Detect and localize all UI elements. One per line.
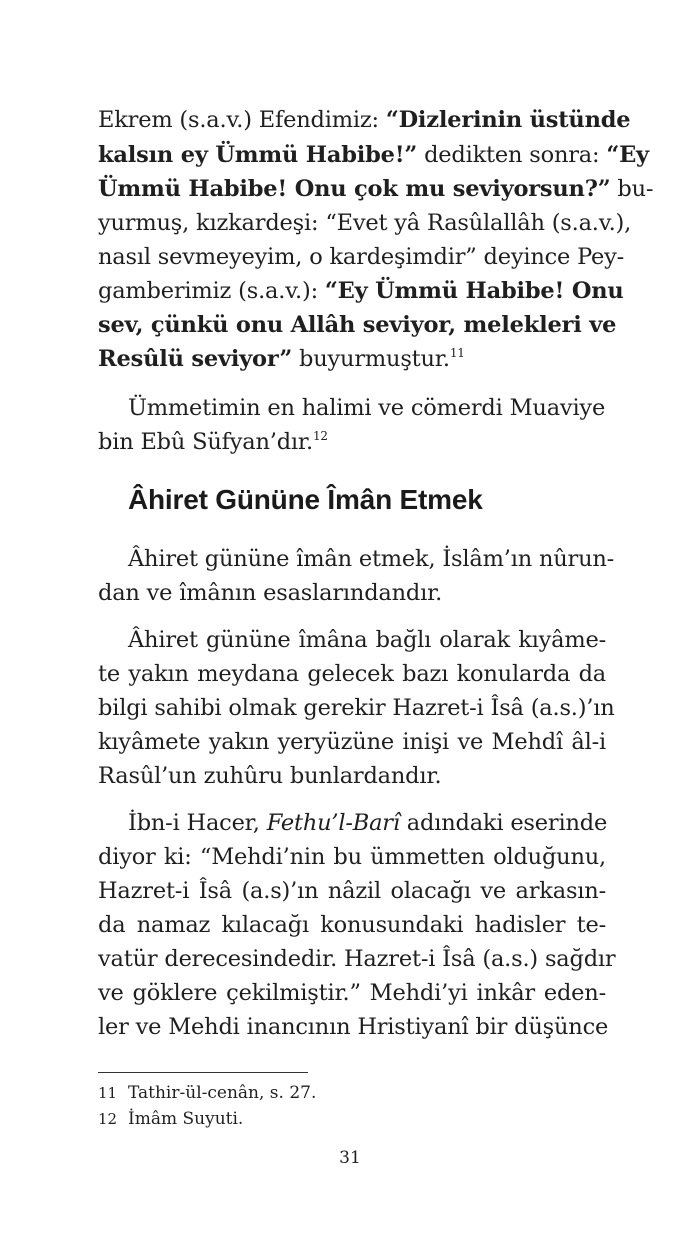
bold-quote: “Ey Ümmü Habibe! Onu bbox=[324, 278, 624, 304]
paragraph-4-line-3: bilgi sahibi olmak gerekir Hazret-i Îsâ (a.s.)’ın bbox=[98, 695, 615, 721]
paragraph-5-line-1 bbox=[128, 806, 606, 840]
bold-quote: “Ey bbox=[606, 142, 649, 168]
paragraph-3-line-1: Âhiret gününe îmân etmek, İslâm’ın nûrun- bbox=[128, 546, 615, 572]
footnote-number: 11 bbox=[98, 1084, 118, 1102]
footnote-number: 12 bbox=[98, 1110, 118, 1128]
paragraph-5-line-2: diyor ki: “Mehdi’nin bu ümmetten olduğunu, bbox=[98, 844, 606, 870]
footnote-text: Tathir-ül-cenân, s. 27. bbox=[128, 1083, 317, 1103]
paragraph-4-line-4: kıyâmete yakın yeryüzüne inişi ve Mehdî âl-i bbox=[98, 729, 606, 755]
page-number: 31 bbox=[339, 1148, 361, 1168]
paragraph-1-line-8 bbox=[98, 342, 606, 376]
footnote-text: İmâm Suyuti. bbox=[128, 1109, 244, 1129]
paragraph-1-line-1 bbox=[98, 103, 631, 137]
footnote-12 bbox=[98, 1107, 243, 1131]
bold-quote: Resûlü seviyor” bbox=[98, 346, 293, 372]
paragraph-1-line-4: yurmuş, kızkardeşi: “Evet yâ Rasûlallâh (s.a.v.), bbox=[98, 210, 632, 236]
paragraph-4-line-1: Âhiret gününe îmâna bağlı olarak kıyâme- bbox=[128, 627, 606, 653]
paragraph-1-line-7: sev, çünkü onu Allâh seviyor, melekleri ve bbox=[98, 312, 617, 338]
paragraph-2-line-1: Ümmetimin en halimi ve cömerdi Muaviye bbox=[128, 395, 606, 421]
bold-quote: kalsın ey Ümmü Habibe!” bbox=[98, 142, 418, 168]
paragraph-1-line-5: nasıl sevmeyeyim, o kardeşimdir” deyince Pey- bbox=[98, 244, 625, 270]
section-heading: Âhiret Gününe Îmân Etmek bbox=[128, 484, 483, 515]
text-span: Ekrem (s.a.v.) Efendimiz: bbox=[98, 107, 386, 133]
paragraph-2-line-2 bbox=[98, 425, 606, 459]
book-title: Fethu’l-Barî bbox=[266, 810, 400, 836]
paragraph-5-line-4: da namaz kılacağı konusundaki hadisler te- bbox=[98, 912, 606, 938]
paragraph-4-line-5: Rasûl’un zuhûru bunlardandır. bbox=[98, 763, 442, 789]
paragraph-1-line-6 bbox=[98, 274, 624, 308]
paragraph-5-line-7: ler ve Mehdi inancının Hristiyanî bir düşünce bbox=[98, 1014, 609, 1040]
text-span: adındaki eserinde bbox=[399, 810, 608, 836]
paragraph-5-line-3: Hazret-i Îsâ (a.s)’ın nâzil olacağı ve arkasın- bbox=[98, 878, 606, 904]
text-span: bu- bbox=[610, 176, 654, 202]
paragraph-4-line-2: te yakın meydana gelecek bazı konularda da bbox=[98, 661, 606, 687]
bold-quote: “Dizlerinin üstünde bbox=[385, 107, 631, 133]
paragraph-5-line-5: vatür derecesindedir. Hazret-i Îsâ (a.s.) sağdır bbox=[98, 946, 616, 972]
footnote-separator bbox=[98, 1072, 308, 1073]
text-span: İbn-i Hacer, bbox=[128, 810, 267, 836]
text-span: buyurmuştur. bbox=[292, 346, 450, 372]
text-span: gamberimiz (s.a.v.): bbox=[98, 278, 325, 304]
text-span: bin Ebû Süfyan’dır. bbox=[98, 429, 313, 455]
footnote-ref-11: 11 bbox=[449, 346, 465, 360]
text-span: dedikten sonra: bbox=[417, 142, 607, 168]
paragraph-3-line-2: dan ve îmânın esaslarındandır. bbox=[98, 580, 443, 606]
paragraph-5-line-6: ve göklere çekilmiştir.” Mehdi’yi inkâr eden- bbox=[98, 980, 606, 1006]
footnote-ref-12: 12 bbox=[312, 429, 328, 443]
bold-quote: Ümmü Habibe! Onu çok mu seviyorsun?” bbox=[98, 176, 611, 202]
footnote-11 bbox=[98, 1081, 316, 1105]
paragraph-1-line-2 bbox=[98, 138, 649, 172]
paragraph-1-line-3 bbox=[98, 172, 654, 206]
